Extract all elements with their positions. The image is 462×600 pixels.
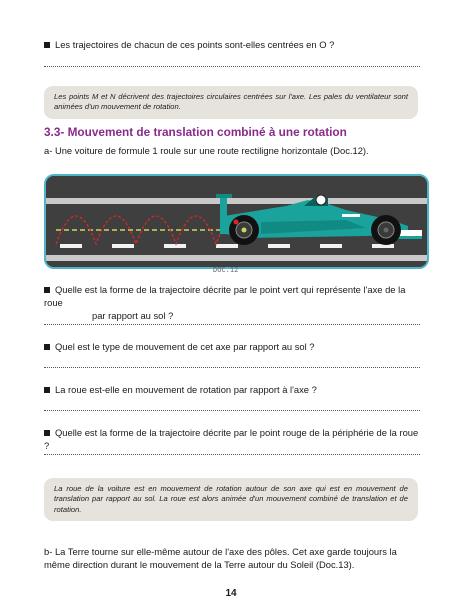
bullet-icon <box>44 287 50 293</box>
answer-line[interactable] <box>44 410 420 411</box>
bullet-icon <box>44 387 50 393</box>
question-trajectories-centered: Les trajectoires de chacun de ces points sont-elles centrées en O ? <box>44 38 422 51</box>
question-green-point-trajectory: Quelle est la forme de la trajectoire décrite par le point vert qui représente l'axe de la roue par rapport au sol ? <box>44 284 406 321</box>
bullet-icon <box>44 430 50 436</box>
note-box: Les points M et N décrivent des trajectoires circulaires centrées sur l'axe. Les pales du ventilateur sont animées d'un mouvement de rotation. <box>44 86 418 119</box>
front-wheel <box>371 215 401 245</box>
question-axis-motion-type: Quel est le type de mouvement de cet axe par rapport au sol ? <box>44 340 422 353</box>
question-wheel-rotation: La roue est-elle en mouvement de rotation par rapport à l'axe ? <box>44 383 422 396</box>
bullet-icon <box>44 42 50 48</box>
rim-point-red <box>234 220 239 225</box>
figure-caption: DOC.12 <box>213 266 239 274</box>
question-red-point-trajectory: Quelle est la forme de la trajectoire décrite par le point rouge de la périphérie de la roue ? <box>44 427 419 451</box>
section-title: 3.3- Mouvement de translation combiné à une rotation <box>44 125 347 139</box>
formula1-figure <box>44 174 429 269</box>
bullet-icon <box>44 344 50 350</box>
formula1-car-illustration <box>46 176 427 267</box>
page-number: 14 <box>225 588 237 599</box>
paragraph-b: b- La Terre tourne sur elle-même autour de l'axe des pôles. Cet axe garde toujours la même direction durant le mouvement de la Terre autour du Soleil (Doc.13). <box>44 546 397 570</box>
paragraph-a: a- Une voiture de formule 1 roule sur une route rectiligne horizontale (Doc.12). <box>44 145 369 156</box>
axis-point-green <box>242 228 247 233</box>
rear-wheel <box>229 215 259 245</box>
answer-line[interactable] <box>44 454 420 455</box>
note-box: La roue de la voiture est en mouvement de rotation autour de son axe qui est en mouvement de translation par rapport au sol. La roue est alors animée d'un mouvement combiné de translation et de rotation. <box>44 478 418 521</box>
answer-line[interactable] <box>44 324 420 325</box>
answer-line[interactable] <box>44 367 420 368</box>
answer-line[interactable] <box>44 66 420 67</box>
